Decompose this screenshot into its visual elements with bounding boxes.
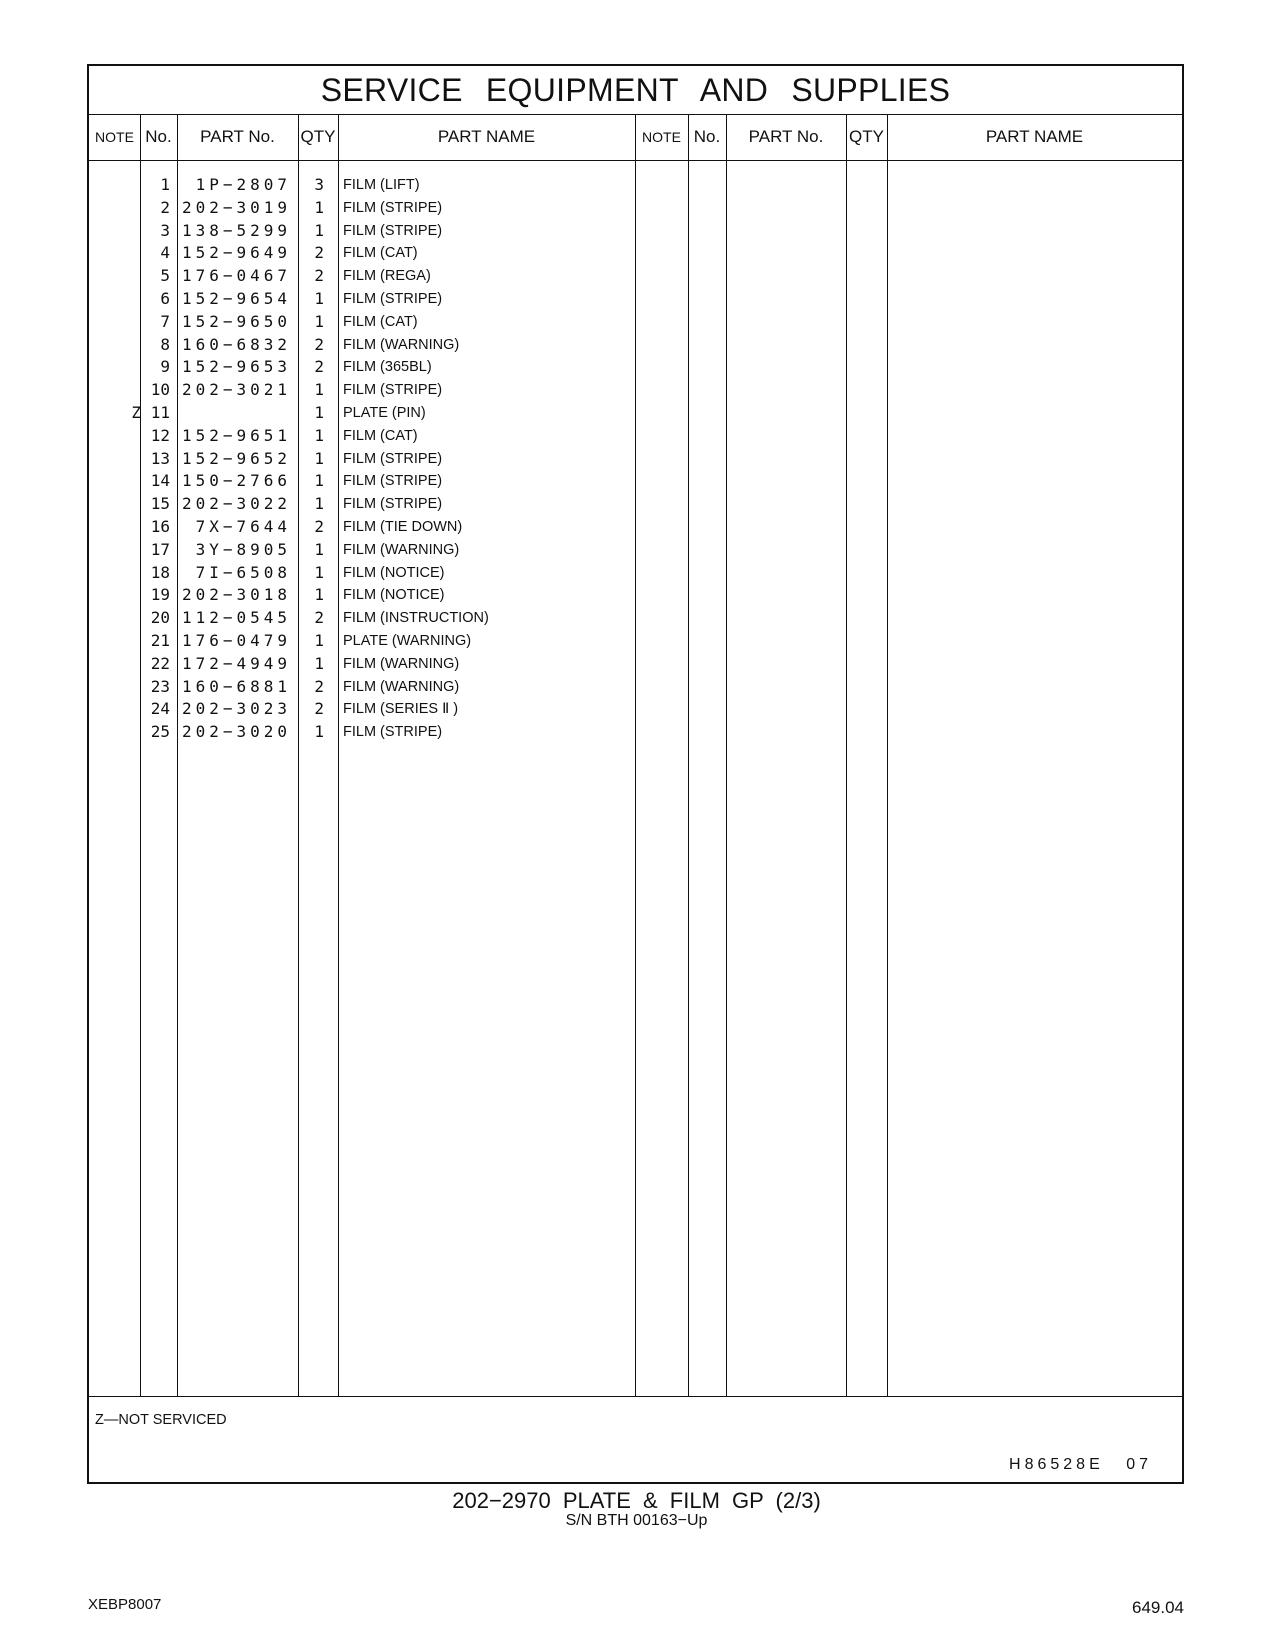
row-quantity: 1 xyxy=(314,311,324,331)
row-number: 19 xyxy=(150,585,170,605)
row-part-name: PLATE (PIN) xyxy=(343,405,426,421)
row-part-number: 7I−6508 xyxy=(195,562,291,582)
row-part-number: 7X−7644 xyxy=(195,517,291,536)
row-part-name: FILM (NOTICE) xyxy=(343,564,445,581)
col-divider xyxy=(887,114,888,1396)
row-number: 25 xyxy=(150,722,170,742)
row-part-name: FILM (CAT) xyxy=(343,427,418,444)
footnote: Z—NOT SERVICED xyxy=(95,1412,227,1428)
row-part-name: FILM (NOTICE) xyxy=(343,587,445,604)
row-part-number: 202−3019 xyxy=(181,197,291,217)
table-row xyxy=(89,356,635,378)
row-part-name: FILM (LIFT) xyxy=(343,177,420,193)
row-part-name: FILM (STRIPE) xyxy=(343,724,443,741)
row-quantity: 3 xyxy=(314,175,324,194)
row-part-number: 152−9652 xyxy=(181,448,291,468)
col-divider-center xyxy=(635,114,636,1396)
row-number: 12 xyxy=(150,425,170,445)
row-part-name: FILM (WARNING) xyxy=(343,655,460,672)
header-part-name-right: PART NAME xyxy=(985,127,1084,146)
row-number: 21 xyxy=(150,631,170,650)
row-part-name: FILM (REGA) xyxy=(343,268,431,285)
row-number: 13 xyxy=(150,448,170,468)
row-part-number: 152−9649 xyxy=(181,243,291,263)
row-quantity: 1 xyxy=(314,539,324,559)
row-part-number: 202−3021 xyxy=(181,380,291,400)
table-title: SERVICE EQUIPMENT AND SUPPLIES xyxy=(89,66,1182,115)
row-quantity: 1 xyxy=(314,631,324,650)
table-row xyxy=(89,448,635,470)
header-qty: QTY xyxy=(300,127,336,146)
row-quantity: 1 xyxy=(314,197,324,217)
row-quantity: 2 xyxy=(314,266,324,286)
table-row xyxy=(89,311,635,333)
row-part-name: FILM (CAT) xyxy=(343,313,418,330)
page-number: 649.04 xyxy=(1132,1598,1184,1617)
illustration-code: H86528E 07 xyxy=(1009,1456,1152,1473)
row-part-name: FILM (CAT) xyxy=(343,245,418,262)
row-part-name: FILM (INSTRUCTION) xyxy=(343,610,489,627)
row-number: 1 xyxy=(160,175,170,194)
row-number: 9 xyxy=(160,357,170,377)
row-part-name: FILM (STRIPE) xyxy=(343,222,443,239)
table-row xyxy=(89,288,635,310)
row-part-number: 1P−2807 xyxy=(195,175,291,194)
row-number: 15 xyxy=(150,494,170,514)
row-number: 20 xyxy=(150,608,170,628)
row-part-name: FILM (STRIPE) xyxy=(343,382,443,399)
row-part-number: 112−0545 xyxy=(181,608,291,628)
table-row xyxy=(89,516,635,538)
header-note: NOTE xyxy=(95,129,134,145)
table-row xyxy=(89,334,635,356)
row-number: 14 xyxy=(150,471,170,491)
row-part-name: FILM (WARNING) xyxy=(343,541,460,558)
table-row xyxy=(89,470,635,492)
header-no: No. xyxy=(145,127,172,146)
row-number: 2 xyxy=(160,197,170,217)
row-quantity: 2 xyxy=(314,517,324,536)
row-quantity: 2 xyxy=(314,608,324,628)
table-row xyxy=(89,493,635,515)
row-part-name: FILM (STRIPE) xyxy=(343,291,443,307)
table-row xyxy=(89,242,635,264)
header-part-no-right: PART No. xyxy=(748,127,824,146)
header-note-right: NOTE xyxy=(642,129,681,145)
row-part-name: FILM (STRIPE) xyxy=(343,496,443,513)
row-part-number: 176−0467 xyxy=(181,266,291,286)
header-no-right: No. xyxy=(693,127,721,146)
row-part-number: 160−6832 xyxy=(181,334,291,354)
row-quantity: 2 xyxy=(314,243,324,263)
header-part-no: PART No. xyxy=(200,127,275,146)
row-note: Z xyxy=(131,403,141,422)
row-quantity: 2 xyxy=(314,676,324,696)
row-quantity: 1 xyxy=(314,220,324,240)
row-number: 22 xyxy=(150,653,170,673)
table-row xyxy=(89,721,635,743)
row-part-number: 152−9653 xyxy=(181,357,291,377)
group-title: 202−2970 PLATE & FILM GP (2/3) xyxy=(452,1488,821,1513)
document-id: XEBP8007 xyxy=(88,1596,162,1613)
row-number: 6 xyxy=(160,289,170,308)
row-part-number: 202−3020 xyxy=(181,722,291,742)
row-part-number: 202−3023 xyxy=(181,699,291,719)
serial-range: S/N BTH 00163−Up xyxy=(565,1512,708,1529)
row-part-number: 150−2766 xyxy=(181,471,291,491)
table-row xyxy=(89,698,635,720)
row-part-number: 202−3018 xyxy=(181,585,291,605)
col-divider xyxy=(688,114,689,1396)
row-part-name: FILM (SERIES Ⅱ ) xyxy=(343,701,459,718)
row-quantity: 2 xyxy=(314,699,324,719)
table-row xyxy=(89,425,635,447)
row-part-name: FILM (WARNING) xyxy=(343,678,460,695)
row-number: 23 xyxy=(150,676,170,696)
table-row xyxy=(89,379,635,401)
row-number: 11 xyxy=(150,403,170,422)
row-quantity: 1 xyxy=(314,380,324,400)
parts-table-frame xyxy=(87,64,1184,1484)
row-number: 7 xyxy=(160,311,170,331)
row-number: 8 xyxy=(160,334,170,354)
row-part-number: 176−0479 xyxy=(181,631,291,650)
table-row xyxy=(89,630,635,652)
row-number: 3 xyxy=(160,220,170,240)
row-part-number: 152−9651 xyxy=(181,425,291,445)
row-quantity: 1 xyxy=(314,562,324,582)
row-quantity: 1 xyxy=(314,448,324,468)
row-part-number: 172−4949 xyxy=(181,653,291,673)
row-part-name: FILM (365BL) xyxy=(343,359,432,376)
row-quantity: 2 xyxy=(314,334,324,354)
table-row xyxy=(89,607,635,629)
row-part-name: FILM (TIE DOWN) xyxy=(343,519,463,535)
table-row xyxy=(89,265,635,287)
footer-divider xyxy=(89,1396,1182,1397)
table-row xyxy=(89,402,635,424)
table-row xyxy=(89,174,635,196)
row-quantity: 1 xyxy=(314,425,324,445)
row-part-number: 160−6881 xyxy=(181,676,291,696)
col-divider xyxy=(726,114,727,1396)
row-part-number: 152−9654 xyxy=(181,289,291,308)
row-quantity: 1 xyxy=(314,494,324,514)
col-divider xyxy=(846,114,847,1396)
table-row xyxy=(89,676,635,698)
table-row xyxy=(89,197,635,219)
row-part-name: FILM (WARNING) xyxy=(343,336,460,353)
row-part-name: PLATE (WARNING) xyxy=(343,633,472,649)
row-part-name: FILM (STRIPE) xyxy=(343,473,443,490)
row-part-number: 138−5299 xyxy=(181,220,291,240)
row-number: 4 xyxy=(160,243,170,263)
header-part-name: PART NAME xyxy=(437,127,536,146)
table-row xyxy=(89,562,635,584)
row-quantity: 2 xyxy=(314,357,324,377)
row-part-number: 202−3022 xyxy=(181,494,291,514)
table-row xyxy=(89,539,635,561)
row-part-name: FILM (STRIPE) xyxy=(343,199,443,216)
header-qty-right: QTY xyxy=(849,127,884,146)
row-quantity: 1 xyxy=(314,722,324,742)
row-part-name: FILM (STRIPE) xyxy=(343,450,443,467)
row-number: 24 xyxy=(150,699,170,719)
row-number: 10 xyxy=(150,380,170,400)
row-number: 18 xyxy=(150,562,170,582)
row-part-number: 3Y−8905 xyxy=(195,539,291,559)
row-quantity: 1 xyxy=(314,585,324,605)
table-row xyxy=(89,584,635,606)
row-number: 17 xyxy=(150,539,170,559)
table-row xyxy=(89,653,635,675)
row-quantity: 1 xyxy=(314,653,324,673)
row-quantity: 1 xyxy=(314,471,324,491)
row-number: 16 xyxy=(150,517,170,536)
row-part-number: 152−9650 xyxy=(181,311,291,331)
table-row xyxy=(89,220,635,242)
row-quantity: 1 xyxy=(314,403,324,422)
row-quantity: 1 xyxy=(314,289,324,308)
row-number: 5 xyxy=(160,266,170,286)
